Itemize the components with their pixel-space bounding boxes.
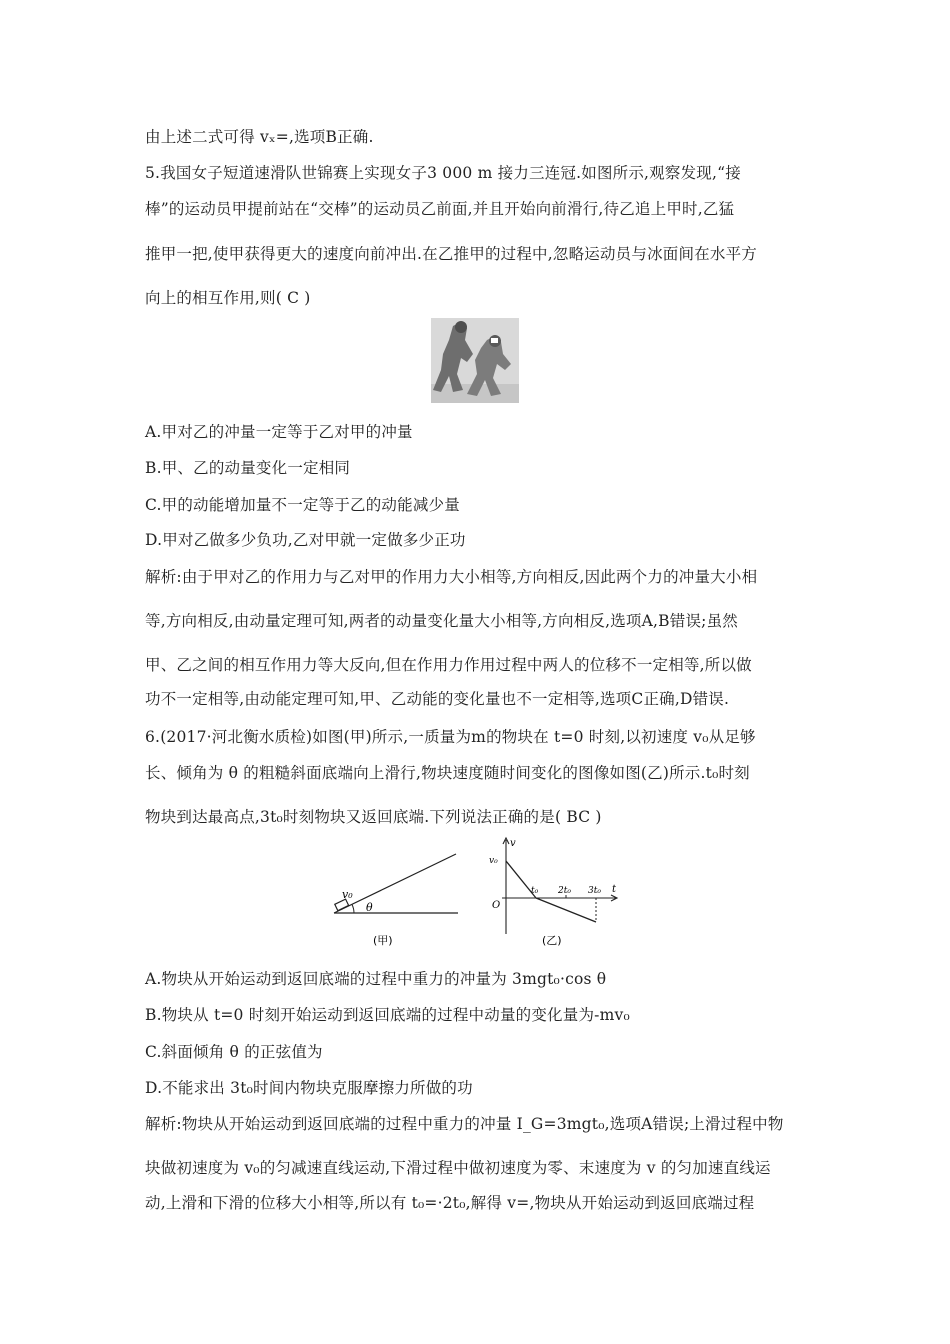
incline-figure: [328, 848, 464, 948]
incline-line: [334, 854, 456, 913]
line-1: 由上述二式可得 vₓ=,选项B正确.: [145, 128, 374, 146]
figure-yi-caption: (乙): [542, 934, 562, 947]
t0-tick-label: t₀: [531, 886, 539, 896]
solution-5-line-3: 甲、乙之间的相互作用力等大反向,但在作用力作用过程中两人的位移不一定相等,所以做: [145, 656, 752, 674]
question-6-line-1: 6.(2017·河北衡水质检)如图(甲)所示,一质量为m的物块在 t=0 时刻,以初速度 v₀从足够: [145, 728, 756, 746]
v-axis-label: v: [510, 838, 516, 849]
skaters-illustration: [431, 318, 519, 403]
option-6c: C.斜面倾角 θ 的正弦值为: [145, 1043, 323, 1061]
solution-6-line-3: 动,上滑和下滑的位移大小相等,所以有 t₀=·2t₀,解得 v=,物块从开始运动到返回底端过程: [145, 1194, 755, 1212]
vt-graph: [484, 836, 624, 952]
accel-segment: [536, 898, 596, 922]
option-6b: B.物块从 t=0 时刻开始运动到返回底端的过程中动量的变化量为-mv₀: [145, 1006, 630, 1024]
question-6-line-3: 物块到达最高点,3t₀时刻物块又返回底端.下列说法正确的是( BC ): [145, 808, 602, 826]
option-6a: A.物块从开始运动到返回底端的过程中重力的冲量为 3mgt₀·cos θ: [145, 970, 607, 988]
solution-6-line-2: 块做初速度为 v₀的匀减速直线运动,下滑过程中做初速度为零、末速度为 v 的匀加速直线运: [145, 1159, 771, 1177]
question-6-line-2: 长、倾角为 θ 的粗糙斜面底端向上滑行,物块速度随时间变化的图像如图(乙)所示.t₀时刻: [145, 764, 750, 782]
v0-tick-label: v₀: [489, 856, 498, 866]
t-axis-label: t: [612, 884, 617, 895]
solution-5-line-1: 解析:由于甲对乙的作用力与乙对甲的作用力大小相等,方向相反,因此两个力的冲量大小相: [145, 568, 758, 586]
skaters-photo: [431, 318, 519, 403]
option-5a: A.甲对乙的冲量一定等于乙对甲的冲量: [145, 423, 413, 441]
option-5c: C.甲的动能增加量不一定等于乙的动能减少量: [145, 496, 460, 514]
v0-label: v₀: [342, 888, 353, 901]
question-5-line-2: 棒”的运动员甲提前站在“交棒”的运动员乙前面,并且开始向前滑行,待乙追上甲时,乙猛: [145, 200, 735, 218]
theta-label: θ: [366, 901, 373, 914]
2t0-tick-label: 2t₀: [558, 886, 571, 896]
question-5-line-1: 5.我国女子短道速滑队世锦赛上实现女子3 000 m 接力三连冠.如图所示,观察发现,“接: [145, 164, 741, 182]
option-5b: B.甲、乙的动量变化一定相同: [145, 459, 351, 477]
solution-6-line-1: 解析:物块从开始运动到返回底端的过程中重力的冲量 I_G=3mgt₀,选项A错误;上滑过程中物: [145, 1115, 784, 1133]
origin-label: O: [492, 900, 501, 911]
option-6d: D.不能求出 3t₀时间内物块克服摩擦力所做的功: [145, 1079, 473, 1097]
solution-5-line-4: 功不一定相等,由动能定理可知,甲、乙动能的变化量也不一定相等,选项C正确,D错误.: [145, 690, 730, 708]
3t0-tick-label: 3t₀: [588, 886, 601, 896]
question-5-line-3: 推甲一把,使甲获得更大的速度向前冲出.在乙推甲的过程中,忽略运动员与冰面间在水平方: [145, 245, 757, 263]
vt-graph-figure: [484, 836, 624, 952]
incline-diagram: [328, 848, 464, 948]
option-5d: D.甲对乙做多少负功,乙对甲就一定做多少正功: [145, 531, 466, 549]
figure-jia-caption: (甲): [373, 934, 393, 947]
solution-5-line-2: 等,方向相反,由动量定理可知,两者的动量变化量大小相等,方向相反,选项A,B错误;虽然: [145, 612, 738, 630]
question-5-line-4: 向上的相互作用,则( C ): [145, 289, 311, 307]
